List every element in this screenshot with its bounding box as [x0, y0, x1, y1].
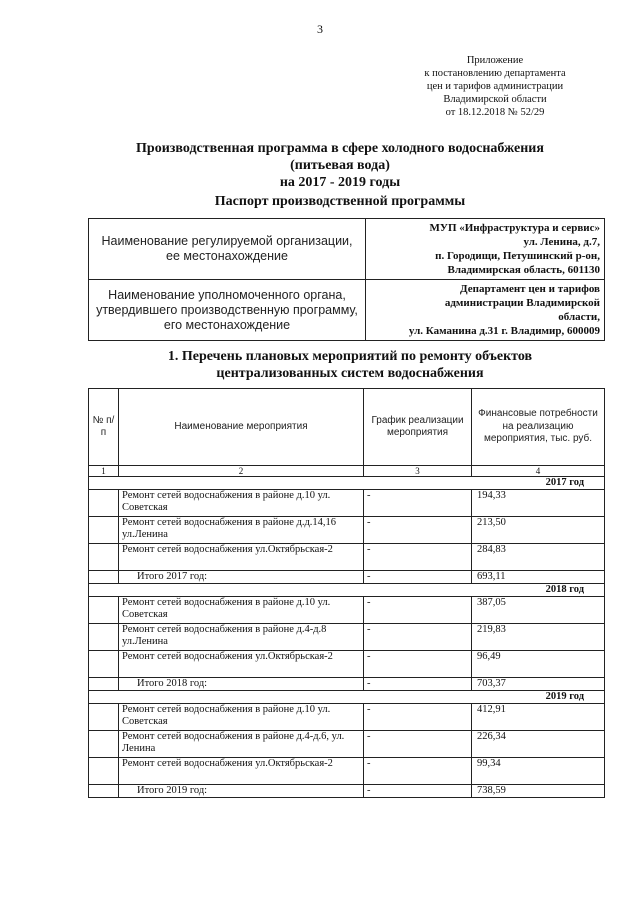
column-number-row: [89, 466, 605, 477]
total-label: Итого 2018 год:: [119, 678, 364, 691]
appendix-line: Приложение: [466, 55, 524, 66]
header-cell: Финансовые потребности на реализацию мероприятия, тыс. руб.: [472, 389, 605, 466]
total-row: [89, 571, 605, 584]
title-line: Производственная программа в сфере холодного водоснабжения: [136, 141, 544, 156]
table-row: [89, 731, 605, 758]
measure-schedule: -: [364, 597, 472, 624]
measure-cost: 284,83: [472, 544, 605, 571]
measure-name: Ремонт сетей водоснабжения в районе д.10 ул. Советская: [119, 597, 364, 624]
measures-table: [88, 388, 605, 798]
passport-value-line: администрации Владимирской: [444, 297, 600, 309]
measure-name: Ремонт сетей водоснабжения ул.Октябрьская-2: [119, 758, 364, 785]
title-line: на 2017 - 2019 годы: [279, 175, 401, 190]
passport-value-line: ул. Ленина, д.7,: [523, 236, 600, 248]
row-number: [89, 490, 119, 517]
passport-value: [366, 280, 605, 341]
total-label: Итого 2017 год:: [119, 571, 364, 584]
measure-schedule: -: [364, 517, 472, 544]
measure-schedule: -: [364, 731, 472, 758]
measure-schedule: -: [364, 544, 472, 571]
table-row: [89, 544, 605, 571]
row-number: [89, 785, 119, 798]
header-cell: График реализации мероприятия: [364, 389, 472, 466]
appendix-line: от 18.12.2018 № 52/29: [445, 107, 545, 118]
title-line: (питьевая вода): [290, 158, 390, 173]
measure-cost: 213,50: [472, 517, 605, 544]
appendix-line: Владимирской области: [443, 94, 547, 105]
year-label: 2017 год: [89, 477, 605, 490]
table-row: [89, 651, 605, 678]
passport-value-line: МУП «Инфраструктура и сервис»: [429, 222, 600, 234]
passport-value-line: ул. Каманина д.31 г. Владимир, 600009: [408, 325, 600, 337]
row-number: [89, 544, 119, 571]
total-label: Итого 2019 год:: [119, 785, 364, 798]
measure-cost: 99,34: [472, 758, 605, 785]
section-title: [120, 348, 580, 382]
total-cost: 703,37: [472, 678, 605, 691]
passport-label: Наименование уполномоченного органа, утвердившего производственную программу, его местонахождение: [89, 280, 366, 341]
column-number: 4: [472, 466, 605, 477]
measure-schedule: -: [364, 490, 472, 517]
measure-name: Ремонт сетей водоснабжения в районе д.10 ул. Советская: [119, 490, 364, 517]
appendix-block: [400, 54, 590, 119]
header-cell: № п/п: [89, 389, 119, 466]
measure-name: Ремонт сетей водоснабжения ул.Октябрьская-2: [119, 544, 364, 571]
row-number: [89, 731, 119, 758]
measure-cost: 194,33: [472, 490, 605, 517]
passport-title: Паспорт производственной программы: [214, 194, 466, 209]
page-number: 3: [317, 22, 323, 36]
passport-value: [366, 219, 605, 280]
column-number: 3: [364, 466, 472, 477]
passport-value-line: п. Городищи, Петушинский р-он,: [435, 250, 600, 262]
section-title-line: централизованных систем водоснабжения: [216, 366, 484, 381]
measure-cost: 226,34: [472, 731, 605, 758]
row-number: [89, 651, 119, 678]
table-row: [89, 597, 605, 624]
row-number: [89, 678, 119, 691]
total-cost: 738,59: [472, 785, 605, 798]
year-row: [89, 584, 605, 597]
appendix-line: к постановлению департамента: [424, 68, 566, 79]
measure-cost: 96,49: [472, 651, 605, 678]
row-number: [89, 517, 119, 544]
measure-cost: 387,05: [472, 597, 605, 624]
measure-schedule: -: [364, 651, 472, 678]
row-number: [89, 571, 119, 584]
table-row: [89, 624, 605, 651]
measure-name: Ремонт сетей водоснабжения ул.Октябрьская-2: [119, 651, 364, 678]
row-number: [89, 758, 119, 785]
appendix-line: цен и тарифов администрации: [426, 81, 564, 92]
total-schedule: -: [364, 785, 472, 798]
total-schedule: -: [364, 571, 472, 584]
year-label: 2019 год: [89, 691, 605, 704]
document-title: [60, 140, 620, 191]
section-title-line: 1. Перечень плановых мероприятий по ремонту объектов: [167, 349, 533, 364]
measure-name: Ремонт сетей водоснабжения в районе д.4-д.8 ул.Ленина: [119, 624, 364, 651]
measure-name: Ремонт сетей водоснабжения в районе д.10 ул. Советская: [119, 704, 364, 731]
measure-cost: 219,83: [472, 624, 605, 651]
measure-schedule: -: [364, 704, 472, 731]
passport-value-line: Департамент цен и тарифов: [460, 283, 600, 295]
total-row: [89, 678, 605, 691]
measure-name: Ремонт сетей водоснабжения в районе д.д.14,16 ул.Ленина: [119, 517, 364, 544]
passport-value-line: Владимирская область, 601130: [447, 264, 600, 276]
measure-schedule: -: [364, 758, 472, 785]
row-number: [89, 704, 119, 731]
header-row: [89, 389, 605, 466]
table-row: [89, 704, 605, 731]
passport-label: Наименование регулируемой организации, ее местонахождение: [89, 219, 366, 280]
measure-schedule: -: [364, 624, 472, 651]
table-row: [89, 490, 605, 517]
passport-table: [88, 218, 605, 341]
passport-row: [89, 219, 605, 280]
total-cost: 693,11: [472, 571, 605, 584]
total-row: [89, 785, 605, 798]
table-row: [89, 517, 605, 544]
measure-name: Ремонт сетей водоснабжения в районе д.4-д.6, ул. Ленина: [119, 731, 364, 758]
year-row: [89, 691, 605, 704]
year-label: 2018 год: [89, 584, 605, 597]
passport-value-line: области,: [558, 311, 600, 323]
row-number: [89, 597, 119, 624]
header-cell: Наименование мероприятия: [119, 389, 364, 466]
year-row: [89, 477, 605, 490]
column-number: 2: [119, 466, 364, 477]
column-number: 1: [89, 466, 119, 477]
passport-row: [89, 280, 605, 341]
total-schedule: -: [364, 678, 472, 691]
row-number: [89, 624, 119, 651]
measure-cost: 412,91: [472, 704, 605, 731]
table-row: [89, 758, 605, 785]
